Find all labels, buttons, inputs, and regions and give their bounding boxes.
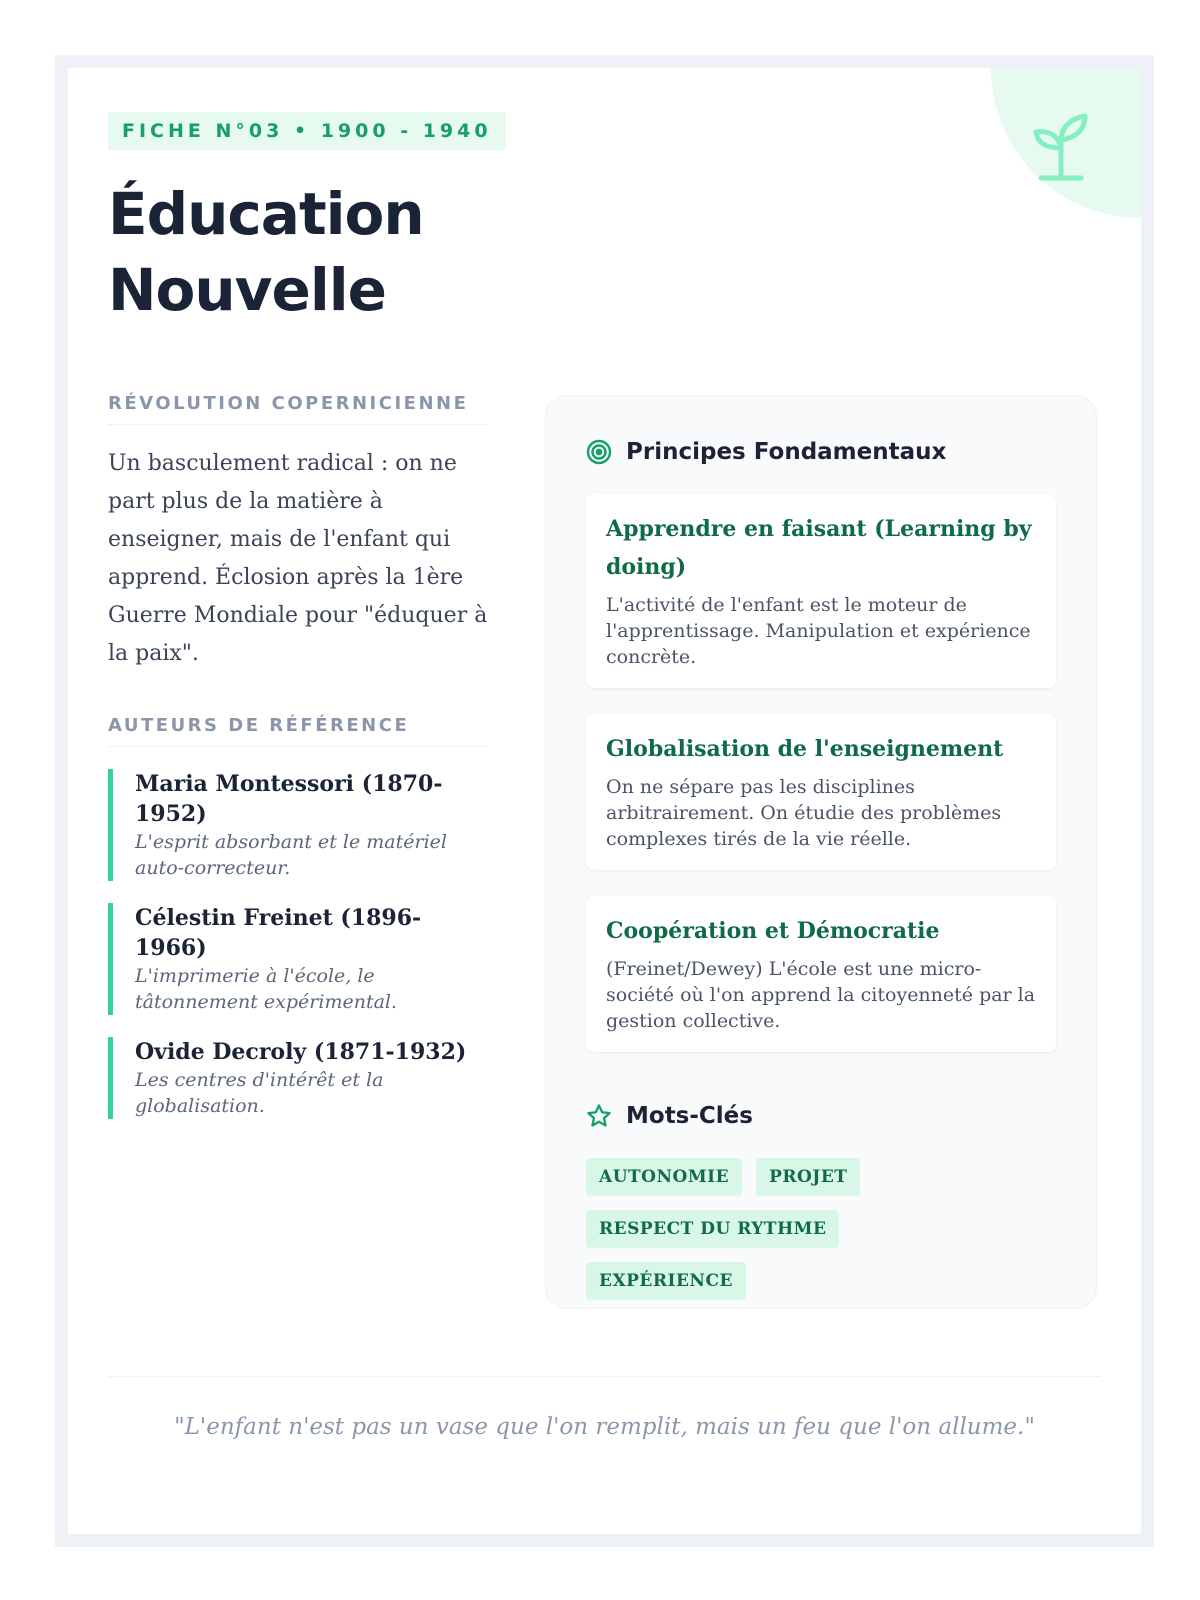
principle-title: Coopération et Démocratie	[606, 918, 940, 944]
principle-title: Apprendre en faisant (Learning by doing)	[606, 516, 1032, 580]
author-item	[108, 1037, 488, 1119]
revolution-text: Un basculement radical : on ne part plus de la matière à enseigner, mais de l'enfant qui apprend. Éclosion après la 1ère Guerre Mondiale pour "éduquer à la paix".	[108, 451, 488, 666]
principle-text: On ne sépare pas les disciplines arbitrairement. On étudie des problèmes complexes tirés de la vie réelle.	[606, 776, 1002, 850]
fiche-card	[68, 68, 1141, 1534]
keyword-tag: AUTONOMIE	[586, 1158, 742, 1196]
keyword-tag: EXPÉRIENCE	[586, 1262, 746, 1300]
star-icon	[586, 1103, 612, 1129]
target-icon	[586, 439, 612, 465]
title-line-2: Nouvelle	[108, 256, 386, 324]
fiche-badge: FICHE N°03 • 1900 - 1940	[108, 112, 506, 150]
keyword-tag: PROJET	[756, 1158, 860, 1196]
principle-text: L'activité de l'enfant est le moteur de l'apprentissage. Manipulation et expérience concrète.	[606, 594, 1031, 668]
keyword-tag: RESPECT DU RYTHME	[586, 1210, 839, 1248]
keywords-heading	[586, 1096, 1056, 1136]
footer-quote: "L'enfant n'est pas un vase que l'on remplit, mais un feu que l'on allume."	[174, 1414, 1035, 1440]
left-column	[108, 393, 488, 1119]
author-name: Maria Montessori (1870-1952)	[135, 771, 443, 827]
footer-divider	[108, 1376, 1101, 1377]
principle-card	[586, 896, 1056, 1052]
author-item	[108, 769, 488, 881]
principle-card	[586, 494, 1056, 688]
author-desc: L'imprimerie à l'école, le tâtonnement expérimental.	[135, 965, 398, 1013]
title-line-1: Éducation	[108, 180, 424, 248]
author-name: Célestin Freinet (1896-1966)	[135, 905, 422, 961]
principles-panel	[545, 395, 1097, 1309]
author-desc: L'esprit absorbant et le matériel auto-correcteur.	[135, 831, 447, 879]
authors-heading: AUTEURS DE RÉFÉRENCE	[108, 715, 488, 747]
keywords-heading-label: Mots-Clés	[626, 1103, 753, 1129]
author-desc: Les centres d'intérêt et la globalisation.	[135, 1069, 384, 1117]
page-title	[108, 176, 668, 328]
author-name: Ovide Decroly (1871-1932)	[135, 1039, 467, 1065]
principles-heading-label: Principes Fondamentaux	[626, 439, 947, 465]
keywords-list	[586, 1158, 1006, 1300]
revolution-heading: RÉVOLUTION COPERNICIENNE	[108, 393, 488, 425]
sprout-icon	[1029, 112, 1093, 184]
author-item	[108, 903, 488, 1015]
principle-text: (Freinet/Dewey) L'école est une micro-société où l'on apprend la citoyenneté par la gestion collective.	[606, 958, 1036, 1032]
principle-title: Globalisation de l'enseignement	[606, 736, 1004, 762]
principle-card	[586, 714, 1056, 870]
principles-heading	[586, 432, 1056, 472]
